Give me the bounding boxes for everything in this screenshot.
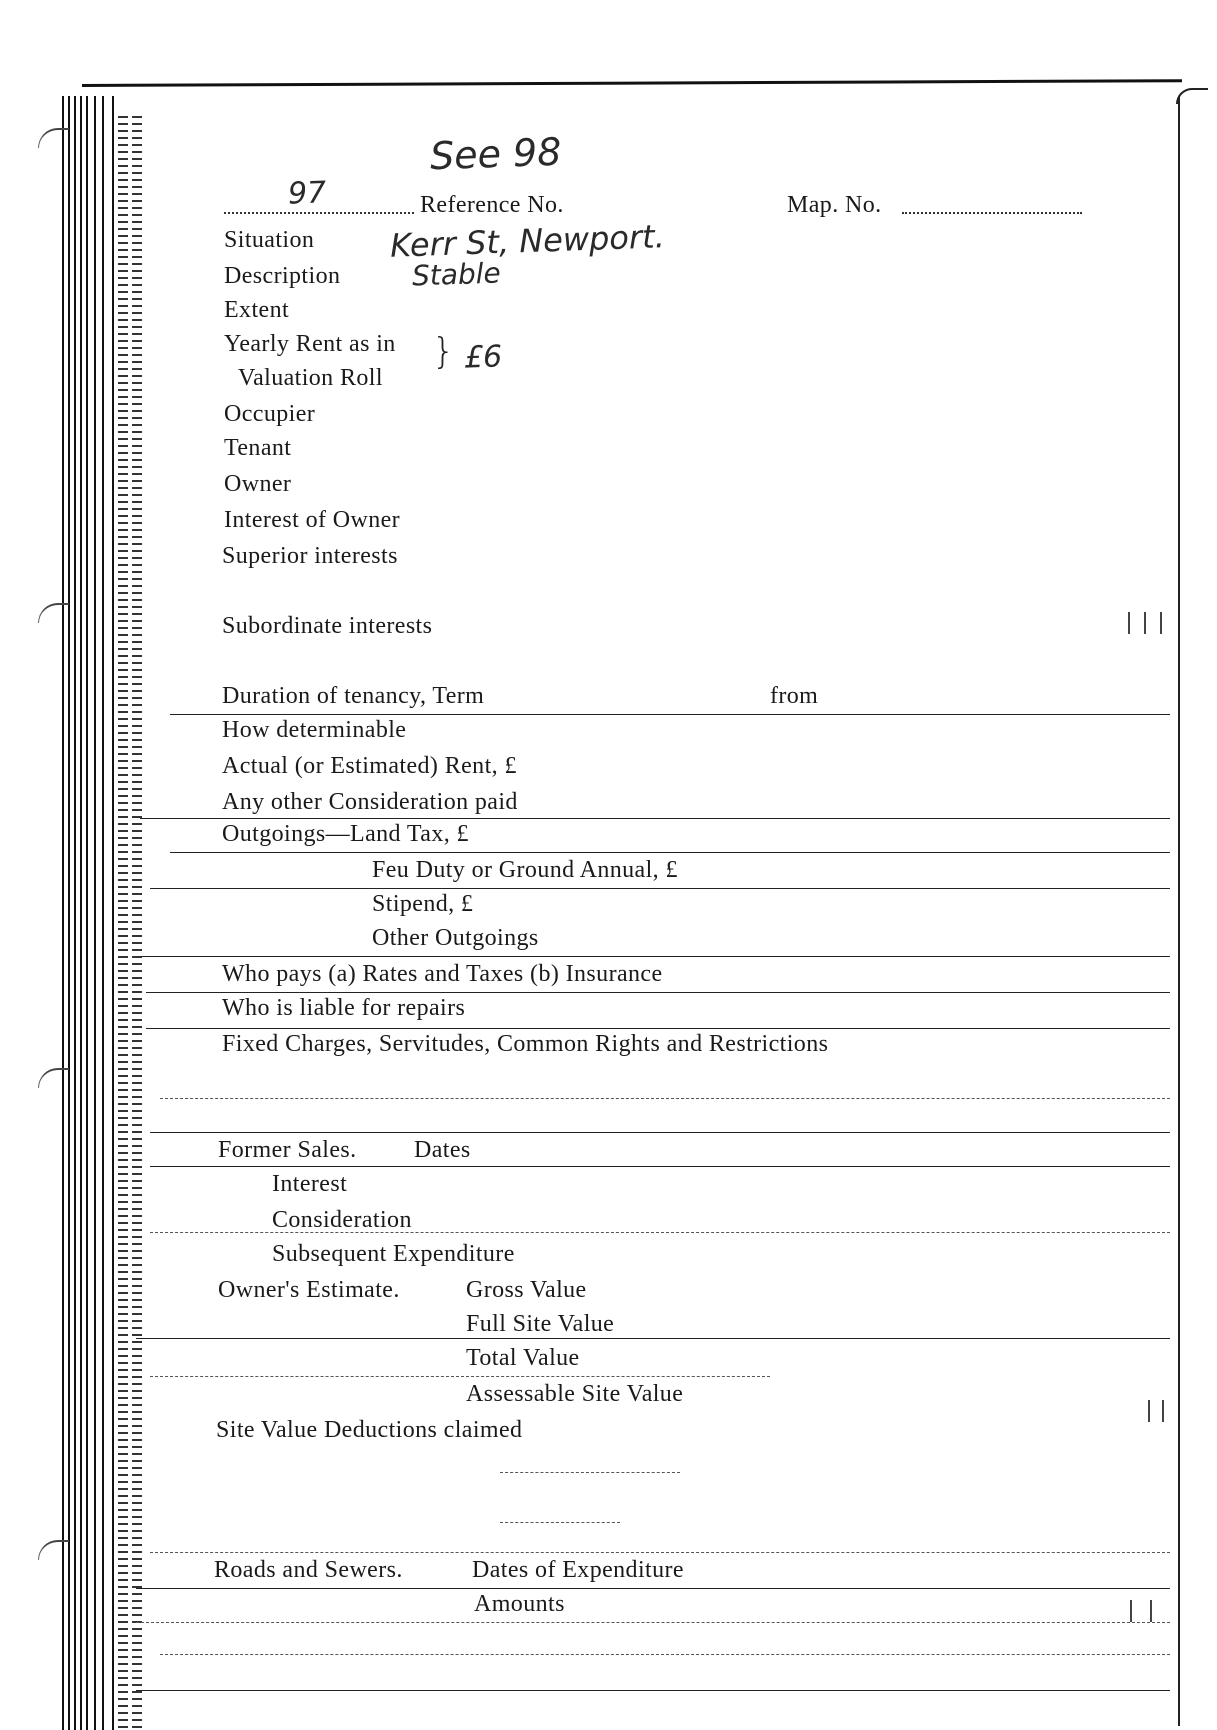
amounts-dash <box>160 1654 1170 1655</box>
punch-hole-mark <box>38 1540 69 1560</box>
page-right-border <box>1178 96 1180 1726</box>
subsequent-expenditure-label: Subsequent Expenditure <box>272 1241 515 1267</box>
yearly-rent-label: Yearly Rent as in <box>224 331 396 357</box>
page-top-border <box>82 79 1182 87</box>
superior-interests-label: Superior interests <box>222 543 398 569</box>
who-liable-label: Who is liable for repairs <box>222 995 466 1021</box>
dates-of-expenditure-label: Dates of Expenditure <box>472 1557 684 1583</box>
former-sales-rule <box>150 1166 1170 1167</box>
binding-edge <box>62 96 152 1730</box>
consideration-dash <box>150 1232 1170 1233</box>
binding-line <box>80 96 82 1730</box>
full-site-value-rule <box>136 1338 1170 1339</box>
binding-line <box>68 96 70 1730</box>
description-label: Description <box>224 263 341 289</box>
reference-number-handwritten: 97 <box>287 175 327 212</box>
duration-rule <box>170 714 1170 715</box>
dates-label: Dates <box>414 1137 471 1163</box>
map-label: Map. No. <box>787 192 882 218</box>
who-pays-rule <box>146 992 1170 993</box>
reference-dotted-line <box>224 212 414 214</box>
consideration-rule <box>140 818 1170 819</box>
consideration-label: Consideration <box>272 1207 412 1233</box>
site-value-deductions-label: Site Value Deductions claimed <box>216 1417 523 1443</box>
punch-hole-mark <box>38 603 69 623</box>
total-value-dash <box>150 1376 770 1377</box>
binding-line <box>62 96 64 1730</box>
margin-tick <box>1150 1600 1152 1622</box>
situation-handwritten: Kerr St, Newport. <box>389 217 666 265</box>
former-sales-label: Former Sales. <box>218 1137 357 1163</box>
binding-line <box>74 96 76 1730</box>
feu-duty-rule <box>150 888 1170 889</box>
from-label: from <box>770 683 819 709</box>
assessable-site-value-label: Assessable Site Value <box>466 1381 684 1407</box>
total-value-label: Total Value <box>466 1345 580 1371</box>
liable-rule <box>146 1028 1170 1029</box>
other-outgoings-label: Other Outgoings <box>372 925 539 951</box>
page-corner-curve <box>1176 88 1208 104</box>
punch-hole-mark <box>38 128 69 148</box>
reference-label: Reference No. <box>420 192 564 218</box>
margin-tick <box>1148 1400 1150 1422</box>
actual-rent-label: Actual (or Estimated) Rent, £ <box>222 753 517 779</box>
outgoings-rule <box>140 956 1170 957</box>
duration-label: Duration of tenancy, Term <box>222 683 485 709</box>
outgoings-land-tax-label: Outgoings—Land Tax, £ <box>222 821 469 847</box>
punch-hole-mark <box>38 1068 69 1088</box>
margin-tick <box>1128 612 1130 634</box>
bottom-rule <box>136 1690 1170 1691</box>
valuation-roll-label: Valuation Roll <box>238 365 383 391</box>
description-handwritten: Stable <box>411 256 502 293</box>
margin-tick <box>1160 612 1162 634</box>
deductions-dash <box>500 1522 620 1523</box>
deductions-rule <box>150 1552 1170 1553</box>
margin-tick <box>1130 1600 1132 1622</box>
amounts-dash <box>136 1622 1170 1623</box>
roads-and-sewers-label: Roads and Sewers. <box>214 1557 403 1583</box>
binding-line <box>86 96 88 1730</box>
binding-hatch <box>118 116 128 1730</box>
stipend-label: Stipend, £ <box>372 891 474 917</box>
margin-tick <box>1162 1400 1164 1422</box>
brace-mark: } <box>432 331 455 372</box>
owners-estimate-label: Owner's Estimate. <box>218 1277 400 1303</box>
yearly-rent-handwritten: £6 <box>463 339 503 376</box>
interest-label: Interest <box>272 1171 348 1197</box>
roads-rule <box>136 1588 1170 1589</box>
binding-line <box>94 96 96 1730</box>
how-determinable-label: How determinable <box>222 717 407 743</box>
who-pays-label: Who pays (a) Rates and Taxes (b) Insurance <box>222 961 663 987</box>
land-tax-rule <box>170 852 1170 853</box>
extent-label: Extent <box>224 297 290 323</box>
owner-label: Owner <box>224 471 292 497</box>
margin-tick <box>1144 612 1146 634</box>
occupier-label: Occupier <box>224 401 316 427</box>
binding-line <box>112 96 114 1730</box>
other-consideration-label: Any other Consideration paid <box>222 789 518 815</box>
deductions-dash <box>500 1472 680 1473</box>
binding-hatch <box>132 116 142 1730</box>
gross-value-label: Gross Value <box>466 1277 587 1303</box>
map-dotted-line <box>902 212 1082 214</box>
situation-label: Situation <box>224 227 315 253</box>
fixed-charges-label: Fixed Charges, Servitudes, Common Rights and Restrictions <box>222 1031 829 1057</box>
amounts-label: Amounts <box>474 1591 565 1617</box>
subordinate-interests-label: Subordinate interests <box>222 613 433 639</box>
interest-of-owner-label: Interest of Owner <box>224 507 401 533</box>
see-note-handwritten: See 98 <box>429 129 563 179</box>
fixed-charges-dash <box>160 1098 1170 1099</box>
feu-duty-label: Feu Duty or Ground Annual, £ <box>372 857 678 883</box>
binding-line <box>102 96 104 1730</box>
fixed-charges-rule <box>150 1132 1170 1133</box>
tenant-label: Tenant <box>224 435 292 461</box>
full-site-value-label: Full Site Value <box>466 1311 615 1337</box>
